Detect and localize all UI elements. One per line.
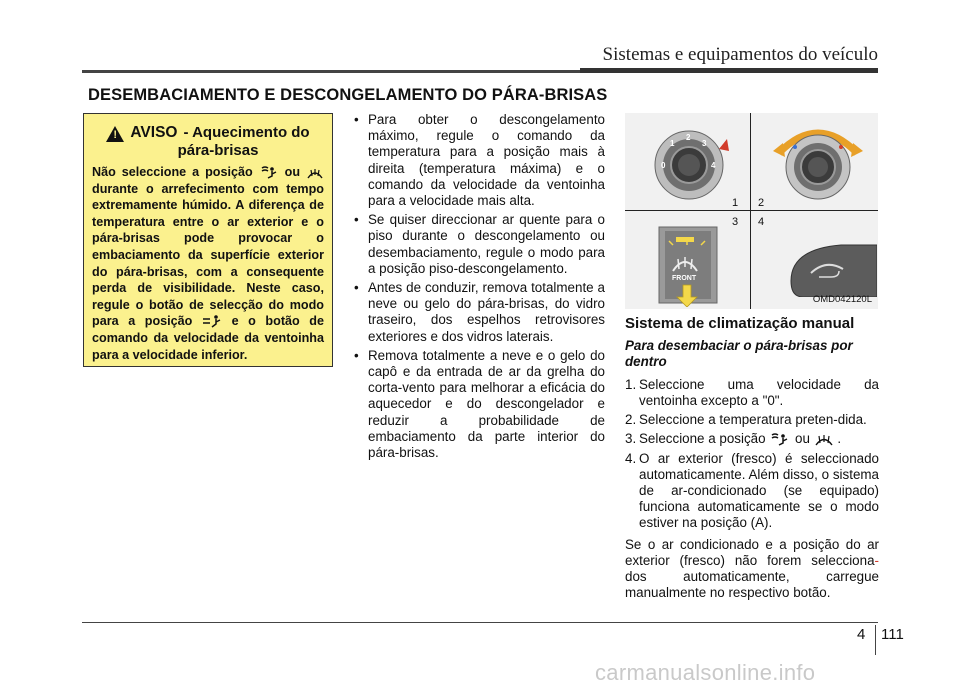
warning-text-4: e o botão de comando da velocidade da ventoinha para a velocidade inferior. bbox=[92, 314, 324, 362]
step-2 bbox=[625, 412, 879, 428]
step-number: 1. bbox=[625, 376, 637, 392]
knob-digit-2: 2 bbox=[686, 133, 691, 142]
warning-subtitle bbox=[183, 124, 309, 141]
face-mode-icon bbox=[202, 314, 222, 330]
defrost-floor-mode-icon bbox=[259, 165, 279, 181]
step-number: 2. bbox=[625, 412, 637, 428]
step-text: Seleccione uma velocidade da ventoinha excepto a "0". bbox=[639, 376, 879, 408]
header-rule-tab bbox=[580, 68, 878, 73]
figure-label-2: 2 bbox=[758, 197, 765, 209]
paragraph-text-a: Se o ar condicionado e a posição do ar exterior (fresco) não forem selecciona bbox=[625, 536, 879, 568]
step-1 bbox=[625, 377, 879, 409]
figure-horizontal-divider bbox=[625, 210, 878, 211]
bullet-list bbox=[352, 112, 605, 464]
step-text-c: . bbox=[837, 431, 842, 447]
front-defrost-button-image bbox=[655, 223, 727, 307]
warning-icon: ! bbox=[106, 126, 124, 142]
figure-label-4: 4 bbox=[758, 216, 765, 228]
fan-knob-image bbox=[639, 121, 739, 203]
header-title: Sistemas e equipamentos do veículo bbox=[602, 44, 878, 65]
defrost-icon bbox=[306, 166, 324, 180]
step-3 bbox=[625, 431, 879, 447]
step-4 bbox=[625, 451, 879, 532]
chapter-number: 4 bbox=[857, 626, 866, 643]
step-text-b: ou bbox=[795, 431, 810, 447]
page-separator bbox=[875, 625, 876, 655]
warning-body bbox=[92, 164, 324, 363]
manual-climate-section bbox=[625, 316, 879, 602]
paragraph-text-b: dos automaticamente, carregue manualmente no respectivo botão. bbox=[625, 569, 879, 601]
knob-digit-3: 3 bbox=[702, 139, 707, 148]
figure-vertical-divider bbox=[750, 113, 751, 309]
warning-head bbox=[92, 124, 324, 142]
bullet-item: • Se quiser direccionar ar quente para o piso durante o descongelamento ou desembaciamento, regule o modo para a posição piso-descongelamento. bbox=[352, 212, 605, 277]
warning-text-3: durante o arrefecimento com tempo extremamente húmido. A diferença de temperatura entre o ar exterior e o pára-brisas pode provocar o embaciamento da superfície exterior do pára-brisas, com a consequente perda de visibilidade. Neste caso, regule o botão de selecção do modo para a posição bbox=[92, 181, 324, 329]
step-number: 4. bbox=[625, 450, 637, 466]
warning-text-2: ou bbox=[284, 165, 301, 179]
knob-digit-4: 4 bbox=[711, 161, 716, 170]
bullet-item: • Para obter o descongelamento máximo, regule o comando da temperatura para a posição mais à direita (temperatura máxima) e o comando da velocidade da ventoinha para a velocidade mais alta. bbox=[352, 112, 605, 209]
page-number: 111 bbox=[881, 626, 904, 643]
warning-subtitle-line2: pára-brisas bbox=[177, 142, 259, 159]
knob-digit-1: 1 bbox=[670, 139, 675, 148]
step-text: O ar exterior (fresco) é seleccionado automaticamente. Além disso, o sistema de ar-condicionado (se equipado) funciona automaticamente se o modo estiver na posição (A). bbox=[639, 450, 879, 531]
defrost-floor-mode-icon bbox=[769, 432, 791, 448]
figure-label-3: 3 bbox=[732, 216, 739, 228]
hyphen-mark: - bbox=[874, 552, 879, 568]
warning-label: AVISO bbox=[130, 124, 178, 141]
knob-digit-0: 0 bbox=[661, 161, 666, 170]
figure-label-1: 1 bbox=[732, 197, 739, 209]
manual-climate-title: Sistema de climatização manual bbox=[625, 315, 855, 332]
closing-paragraph bbox=[625, 537, 879, 602]
figure-code: OMD042120L bbox=[812, 294, 872, 305]
manual-climate-subtitle: Para desembaciar o pára-brisas por dentro bbox=[625, 338, 853, 370]
front-button-label: FRONT bbox=[672, 275, 697, 282]
bullet-item: • Remova totalmente a neve e o gelo do capô e da entrada de ar da grelha do corta-vento para melhorar a eficácia do aquecedor e do descongelador e reduzir a probabilidade de embaciamento da parte interior do pára-brisas. bbox=[352, 348, 605, 461]
bullet-item: • Antes de conduzir, remova totalmente a neve ou gelo do pára-brisas, do vidro traseiro, dos espelhos retrovisores exteriores e dos vidros laterais. bbox=[352, 280, 605, 345]
step-text-a: Seleccione a posição bbox=[639, 431, 766, 447]
temperature-knob-image bbox=[765, 117, 871, 203]
recirculation-button-image bbox=[781, 241, 877, 297]
warning-subtitle-line1: - Aquecimento do bbox=[183, 124, 310, 141]
climate-control-figure bbox=[625, 113, 878, 309]
warning-text-1: Não seleccione a posição bbox=[92, 165, 253, 179]
watermark: carmanualsonline.info bbox=[595, 660, 816, 685]
step-number: 3. bbox=[625, 431, 637, 447]
defrost-icon bbox=[814, 432, 834, 447]
warning-box bbox=[83, 113, 333, 367]
step-text: Seleccione a temperatura preten-dida. bbox=[639, 412, 867, 428]
section-title: DESEMBACIAMENTO E DESCONGELAMENTO DO PÁRA-BRISAS bbox=[88, 86, 608, 104]
footer-rule bbox=[82, 622, 878, 623]
